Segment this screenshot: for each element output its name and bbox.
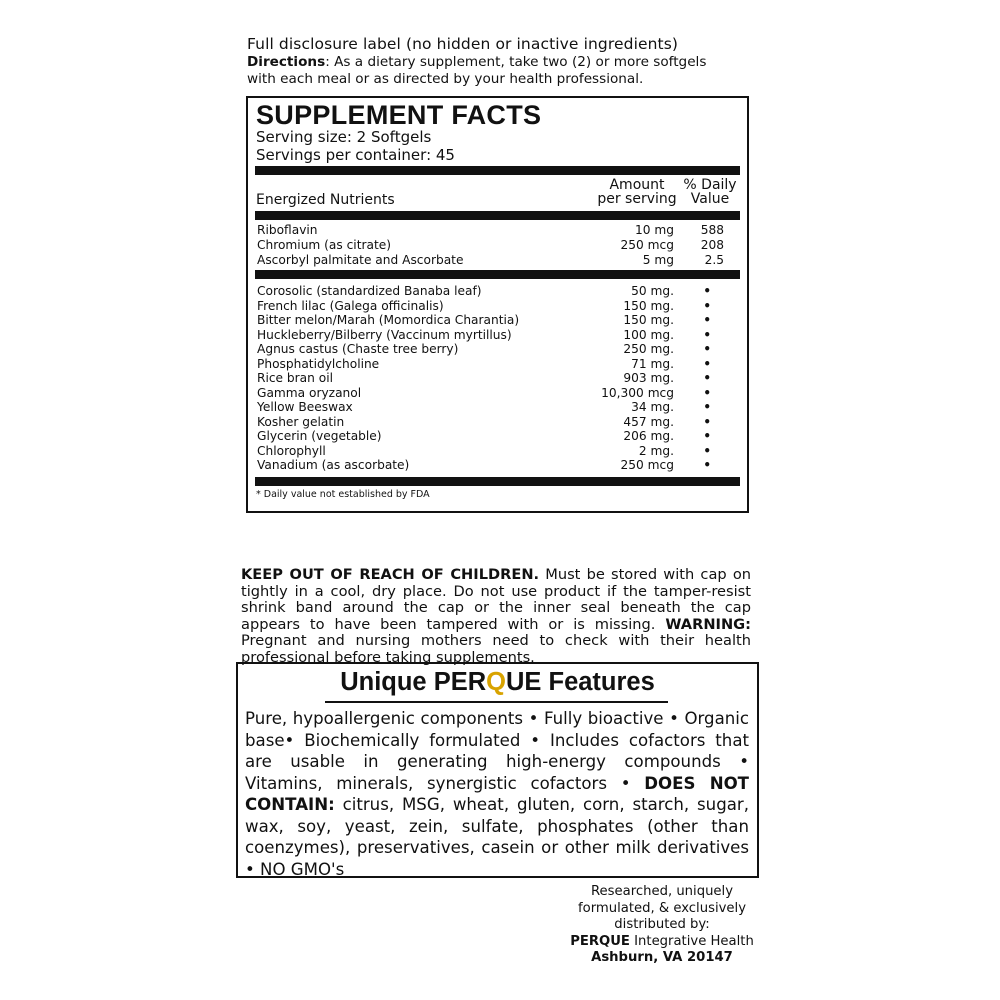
divider-thick xyxy=(255,166,740,175)
ingredient-row: Corosolic (standardized Banaba leaf) 50 mg. • xyxy=(257,284,711,298)
daily-value-footnote: * Daily value not established by FDA xyxy=(256,489,430,500)
directions-line-1: Directions: As a dietary supplement, take two (2) or more softgels xyxy=(247,54,707,70)
label-intro xyxy=(247,34,757,88)
features-box xyxy=(236,662,759,878)
ingredient-row: Yellow Beeswax 34 mg. • xyxy=(257,400,711,414)
ingredient-row: Vanadium (as ascorbate) 250 mcg • xyxy=(257,458,711,472)
ingredient-row: Agnus castus (Chaste tree berry) 250 mg. • xyxy=(257,342,711,356)
column-daily-value-header: % Daily Value xyxy=(683,177,737,207)
column-nutrient-header: Energized Nutrients xyxy=(256,192,395,208)
serving-size: Serving size: 2 Softgels xyxy=(256,128,432,146)
nutrient-row: Chromium (as citrate) 250 mcg 208 xyxy=(257,238,724,252)
features-title: Unique PERQUE Features xyxy=(340,668,655,696)
ingredient-row: Glycerin (vegetable) 206 mg. • xyxy=(257,429,711,443)
divider-thick xyxy=(255,270,740,279)
company-name: PERQUE Integrative Health xyxy=(570,933,754,949)
divider-thick xyxy=(255,211,740,220)
company-address: Ashburn, VA 20147 xyxy=(591,950,733,965)
nutrient-row: Ascorbyl palmitate and Ascorbate 5 mg 2.5 xyxy=(257,253,724,267)
supplement-facts-title: SUPPLEMENT FACTS xyxy=(256,100,542,130)
perque-q-logo: Q xyxy=(486,668,506,696)
distributor-info: Researched, uniquely formulated, & exclusively distributed by: PERQUE Integrative Health Ashburn, VA 20147 xyxy=(548,884,776,967)
column-amount-header: Amount per serving xyxy=(597,177,677,207)
supplement-facts-panel xyxy=(246,96,749,513)
ingredient-row: Bitter melon/Marah (Momordica Charantia) 150 mg. • xyxy=(257,313,711,327)
warning-paragraph: KEEP OUT OF REACH OF CHILDREN. Must be stored with cap on tightly in a cool, dry place. Do not use product if the tamper-resist shrink band around the cap or the inner seal beneath the cap appears to have been tampered with or is missing. WARNING: Pregnant and nursing mothers need to check with their health professional before taking supplements. xyxy=(241,566,751,666)
does-not-contain-label: DOES NOT CONTAIN: xyxy=(245,773,750,814)
warning-label: WARNING: xyxy=(665,615,751,633)
directions-line-2: with each meal or as directed by your health professional. xyxy=(247,71,644,87)
title-underline xyxy=(325,701,668,703)
disclosure-text: Full disclosure label (no hidden or inactive ingredients) xyxy=(247,35,679,53)
divider-thick xyxy=(255,477,740,486)
ingredient-row: Huckleberry/Bilberry (Vaccinum myrtillus) 100 mg. • xyxy=(257,327,711,342)
ingredient-row: Phosphatidylcholine 71 mg. • xyxy=(257,356,711,371)
directions-label: Directions xyxy=(247,54,326,70)
ingredient-row: Kosher gelatin 457 mg. • xyxy=(257,414,711,429)
servings-per-container: Servings per container: 45 xyxy=(256,146,455,164)
nutrient-row: Riboflavin 10 mg 588 xyxy=(257,223,724,237)
ingredient-row: French lilac (Galega officinalis) 150 mg. • xyxy=(257,298,711,313)
ingredient-row: Chlorophyll 2 mg. • xyxy=(257,443,711,458)
ingredient-row: Gamma oryzanol 10,300 mcg • xyxy=(257,385,711,400)
features-body: Pure, hypoallergenic components • Fully bioactive • Organic base• Biochemically formulated • Includes cofactors that are usable in generating high-energy compounds • Vitamins, minerals, synergistic cofactors • DOES NOT CONTAIN: citrus, MSG, wheat, gluten, corn, starch, sugar, wax, soy, yeast, zein, sulfate, phosphates (other than coenzymes), preservatives, casein or other milk derivatives • NO GMO's xyxy=(245,709,750,879)
keep-out-heading: KEEP OUT OF REACH OF CHILDREN. xyxy=(241,566,540,583)
ingredient-row: Rice bran oil 903 mg. • xyxy=(257,371,711,385)
